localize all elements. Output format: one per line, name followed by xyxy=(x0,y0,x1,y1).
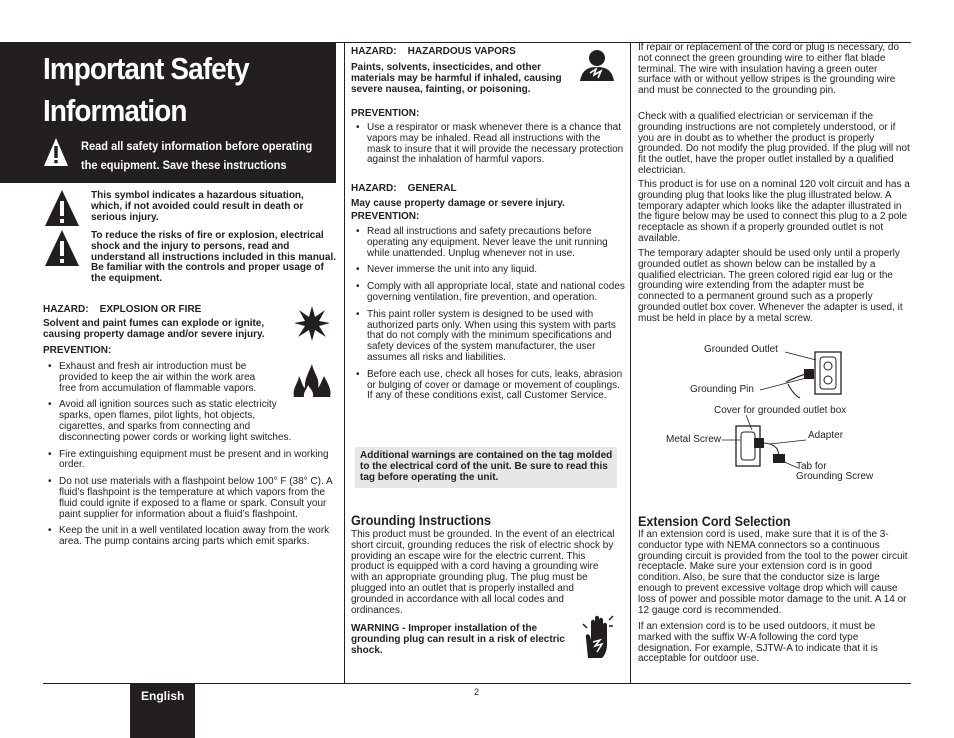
language-tab xyxy=(130,684,195,738)
column-divider-2 xyxy=(630,42,631,684)
list-item: • Comply with all appropriate local, state and national codes governing ventilation, fire prevention, and operation. xyxy=(351,282,626,304)
additional-warnings-callout xyxy=(355,447,617,488)
extension-cord-heading: Extension Cord Selection xyxy=(638,513,791,529)
adapter-paragraph: The temporary adapter should be used only until a properly grounded outlet as shown below can be installed by a qualified electrician. The green colored rigid ear lug or the grounding wire extending from the adapter must be connected to a permanent ground such as a properly grounded outlet box cover. Whenever the adapter is used, it must be held in place by a metal screw. xyxy=(638,248,903,324)
prevention-label: PREVENTION: xyxy=(43,345,112,356)
label-grounding-pin: Grounding Pin xyxy=(690,384,754,395)
warning-symbol-icon xyxy=(44,189,80,227)
page-number: 2 xyxy=(474,687,480,697)
title-line-2: Information xyxy=(43,93,187,128)
banner-subtitle: Read all safety information before operating the equipment. Save these instructions xyxy=(81,139,313,172)
list-item: • Do not use materials with a flashpoint below 100° F (38° C). A fluid’s flashpoint is the temperature at which vapors from the fluid could ignite if exposed to a flame or spark. Consult your paint supplier for information about a fluid’s flashpoint. xyxy=(43,477,339,520)
list-item: • Exhaust and fresh air introduction must be provided to keep the air within the work area free from accumulation of flammable vapors. xyxy=(43,362,274,394)
inhalation-hazard-icon xyxy=(578,48,616,82)
list-item: • Read all instructions and safety precautions before operating any equipment. Never leave the unit running while unattended. Unplug whenever not in use. xyxy=(351,227,626,259)
general-prevention-list xyxy=(351,227,626,408)
cord-repair-paragraph: If repair or replacement of the cord or plug is necessary, do not connect the green grounding wire to either flat blade terminal. The wire with insulation having a green outer surface with or without yellow stripes is the grounding wire and must be connected to the grounding pin. xyxy=(638,42,900,97)
title-banner xyxy=(0,42,336,183)
warning-symbol-icon xyxy=(44,229,80,267)
label-grounded-outlet: Grounded Outlet xyxy=(704,344,778,355)
hazard-general-desc: May cause property damage or severe injury. xyxy=(351,198,565,209)
grounding-warning: WARNING - Improper installation of the grounding plug can result in a risk of electric shock. xyxy=(351,623,565,656)
list-item: • Keep the unit in a well ventilated location away from the work area. The pump contains arcing parts which emit sparks. xyxy=(43,526,339,548)
column-divider-1 xyxy=(344,42,345,684)
prevention-label: PREVENTION: xyxy=(351,211,420,222)
list-item: • Before each use, check all hoses for cuts, leaks, abrasion or bulging of cover or damage or movement of couplings. If any of these conditions exist, call Customer Service. xyxy=(351,370,626,402)
symbol-note: This symbol indicates a hazardous situation, which, if not avoided could result in death or serious injury. xyxy=(91,190,304,223)
list-item: • Use a respirator or mask whenever there is a chance that vapors may be inhaled. Read all instructions with the mask to insure that it will provide the necessary protection against the inhalation of harmful vapors. xyxy=(351,123,626,166)
label-tab-line-2: Grounding Screw xyxy=(796,471,874,482)
page-title xyxy=(43,48,249,132)
label-cover: Cover for grounded outlet box xyxy=(714,405,847,416)
extension-paragraph-2: If an extension cord is to be used outdoors, it must be marked with the suffix W-A following the cord type designation. For example, SJTW-A to indicate that it is acceptable for outdoor use. xyxy=(638,621,878,665)
hazard-explosion-title: HAZARD: EXPLOSION OR FIRE xyxy=(43,304,202,315)
grounding-figure xyxy=(660,340,900,490)
label-tab-line-1: Tab for xyxy=(796,461,827,472)
list-item: • Avoid all ignition sources such as static electricity sparks, open flames, pilot lights, hot objects, cigarettes, and sparks from connecting and disconnecting power cords or working light switches. xyxy=(43,400,299,443)
list-item: • Fire extinguishing equipment must be present and in working order. xyxy=(43,450,339,472)
callout-text: Additional warnings are contained on the tag molded to the electrical cord of the unit. Be sure to read this tag before operating the unit. xyxy=(360,450,613,483)
prevention-label: PREVENTION: xyxy=(351,108,420,119)
language-label: English xyxy=(141,689,185,703)
hazard-general-title: HAZARD: GENERAL xyxy=(351,183,457,194)
list-item: • This paint roller system is designed to be used with authorized parts only. When using this system with parts that do not comply with the minimum specifications and safety devices of the system manufacturer, the user assumes all risks and liabilities. xyxy=(351,310,626,364)
explosion-prevention-list xyxy=(43,362,339,554)
grounding-heading: Grounding Instructions xyxy=(351,512,491,528)
vapors-prevention-list xyxy=(351,123,626,172)
electrician-paragraph: Check with a qualified electrician or serviceman if the grounding instructions are not completely understood, or if you are in doubt as to whether the product is properly grounded. Do not modify the plug provided. If the plug will not fit the outlet, have the proper outlet installed by a qualified electrician. xyxy=(638,111,910,176)
electric-shock-hand-icon xyxy=(580,614,614,660)
hazard-vapors-desc: Paints, solvents, insecticides, and other materials may be harmful if inhaled, causing severe nausea, fainting, or poisoning. xyxy=(351,62,562,95)
hazard-explosion-desc: Solvent and paint fumes can explode or ignite, causing property damage and/or severe injury. xyxy=(43,318,265,340)
warning-icon xyxy=(43,137,69,167)
grounding-text: This product must be grounded. In the event of an electrical short circuit, grounding reduces the risk of electric shock by providing an escape wire for the electric current. This product is equipped with a cord having a grounding wire with an appropriate grounding plug. The plug must be plugged into an outlet that is properly installed and grounded in accordance with all local codes and ordinances. xyxy=(351,529,615,616)
hazard-vapors-title: HAZARD: HAZARDOUS VAPORS xyxy=(351,46,516,57)
label-adapter: Adapter xyxy=(808,430,844,441)
list-item: • Never immerse the unit into any liquid. xyxy=(351,265,626,276)
label-metal-screw: Metal Screw xyxy=(666,434,722,445)
reduce-risk-note: To reduce the risks of fire or explosion, electrical shock and the injury to persons, read and understand all instructions included in this manual. Be familiar with the controls and proper usage of the equipment. xyxy=(91,230,337,285)
title-line-1: Important Safety xyxy=(43,51,249,86)
explosion-icon xyxy=(292,304,332,342)
extension-paragraph-1: If an extension cord is used, make sure that it is of the 3-conductor type with NEMA connectors so a continuous grounding circuit is provided from the tool to the power circuit receptacle. Make sure your extension cord is in good condition. Also, be sure that the conductor size is large enough to prevent excessive voltage drop which will cause loss of power and possible motor damage to the unit. A 14 or 12 gauge cord is recommended. xyxy=(638,529,908,616)
voltage-paragraph: This product is for use on a nominal 120 volt circuit and has a grounding plug that looks like the plug illustrated below. A temporary adapter which looks like the adapter illustrated in the figure below may be used to connect this plug to a 2 pole receptacle as shown if a properly grounded outlet is not available. xyxy=(638,179,910,244)
